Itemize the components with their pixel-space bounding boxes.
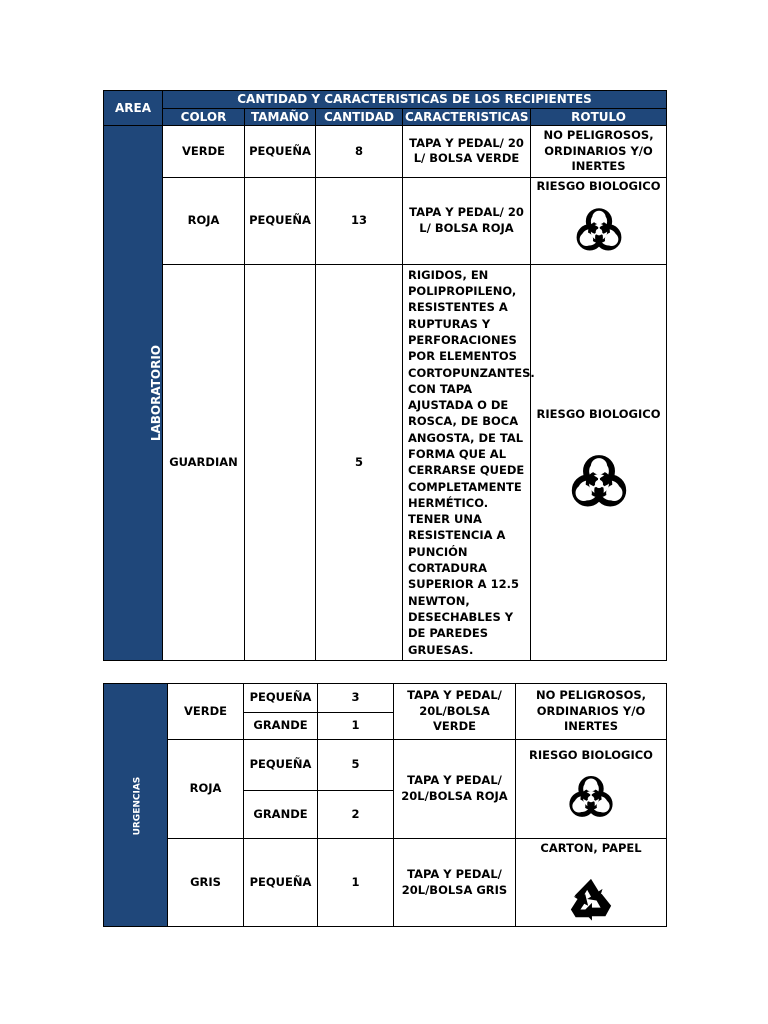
main-header: CANTIDAD Y CARACTERISTICAS DE LOS RECIPIENTES xyxy=(163,91,667,109)
column-header-cantidad: CANTIDAD xyxy=(316,109,403,126)
cantidad-cell: 5 xyxy=(318,740,394,791)
color-cell: GUARDIAN xyxy=(163,264,245,660)
column-header-caracteristicas: CARACTERISTICAS xyxy=(403,109,531,126)
tamano-cell: PEQUEÑA xyxy=(245,177,316,264)
caracteristicas-cell: TAPA Y PEDAL/ 20L/BOLSA VERDE xyxy=(394,684,516,740)
caracteristicas-cell: TAPA Y PEDAL/ 20 L/ BOLSA VERDE xyxy=(403,126,531,178)
area-label: URGENCIAS xyxy=(132,776,143,836)
rotulo-cell: NO PELIGROSOS, ORDINARIOS Y/O INERTES xyxy=(531,126,667,178)
tamano-cell: PEQUEÑA xyxy=(245,126,316,178)
cantidad-cell: 1 xyxy=(318,713,394,740)
rotulo-label: RIESGO BIOLOGICO xyxy=(536,178,661,193)
cantidad-cell: 13 xyxy=(316,177,403,264)
cantidad-cell: 1 xyxy=(318,839,394,927)
rotulo-cell xyxy=(531,264,667,660)
recycle-icon xyxy=(567,875,615,923)
urgencias-table xyxy=(103,683,667,927)
color-cell: VERDE xyxy=(168,684,244,740)
rotulo-cell xyxy=(516,839,667,927)
rotulo-label: RIESGO BIOLOGICO xyxy=(529,748,653,762)
column-header-tamano: TAMAÑO xyxy=(245,109,316,126)
column-header-color: COLOR xyxy=(163,109,245,126)
caracteristicas-cell: TAPA Y PEDAL/ 20L/BOLSA ROJA xyxy=(394,740,516,839)
biohazard-icon xyxy=(565,450,633,518)
rotulo-cell xyxy=(516,740,667,839)
cantidad-cell: 2 xyxy=(318,791,394,839)
caracteristicas-cell: TAPA Y PEDAL/ 20 L/ BOLSA ROJA xyxy=(403,177,531,264)
table-row xyxy=(104,740,667,791)
color-cell: VERDE xyxy=(163,126,245,178)
column-header-rotulo: ROTULO xyxy=(531,109,667,126)
cantidad-cell: 3 xyxy=(318,684,394,713)
biohazard-icon xyxy=(571,204,627,260)
tamano-cell: PEQUEÑA xyxy=(244,684,318,713)
area-label: LABORATORIO xyxy=(148,344,163,441)
tamano-cell: GRANDE xyxy=(244,713,318,740)
table-row xyxy=(104,126,667,178)
rotulo-cell: NO PELIGROSOS, ORDINARIOS Y/O INERTES xyxy=(516,684,667,740)
color-cell: ROJA xyxy=(163,177,245,264)
table-row xyxy=(104,177,667,264)
caracteristicas-cell: TAPA Y PEDAL/ 20L/BOLSA GRIS xyxy=(394,839,516,927)
table-row xyxy=(104,684,667,713)
laboratorio-table xyxy=(103,90,667,661)
area-cell-laboratorio xyxy=(104,126,163,661)
area-cell-urgencias xyxy=(104,684,168,927)
biohazard-icon xyxy=(564,772,618,826)
area-header: AREA xyxy=(104,91,163,126)
tamano-cell: PEQUEÑA xyxy=(244,740,318,791)
rotulo-cell xyxy=(531,177,667,264)
rotulo-label: RIESGO BIOLOGICO xyxy=(536,406,661,421)
color-cell: GRIS xyxy=(168,839,244,927)
caracteristicas-cell: RIGIDOS, EN POLIPROPILENO, RESISTENTES A RUPTURAS Y PERFORACIONES POR ELEMENTOS CORTOPUNZANTES. CON TAPA AJUSTADA O DE ROSCA, DE BOCA ANGOSTA, DE TAL FORMA QUE AL CERRARSE QUEDE COMPLETAMENTE HERMÉTICO. TENER UNA RESISTENCIA A PUNCIÓN CORTADURA SUPERIOR A 12.5 NEWTON, DESECHABLES Y DE PAREDES GRUESAS. xyxy=(403,264,531,660)
table-row xyxy=(104,264,667,660)
tamano-cell: GRANDE xyxy=(244,791,318,839)
table-row xyxy=(104,839,667,927)
tamano-cell xyxy=(245,264,316,660)
color-cell: ROJA xyxy=(168,740,244,839)
tamano-cell: PEQUEÑA xyxy=(244,839,318,927)
cantidad-cell: 5 xyxy=(316,264,403,660)
cantidad-cell: 8 xyxy=(316,126,403,178)
rotulo-label: CARTON, PAPEL xyxy=(540,841,642,855)
